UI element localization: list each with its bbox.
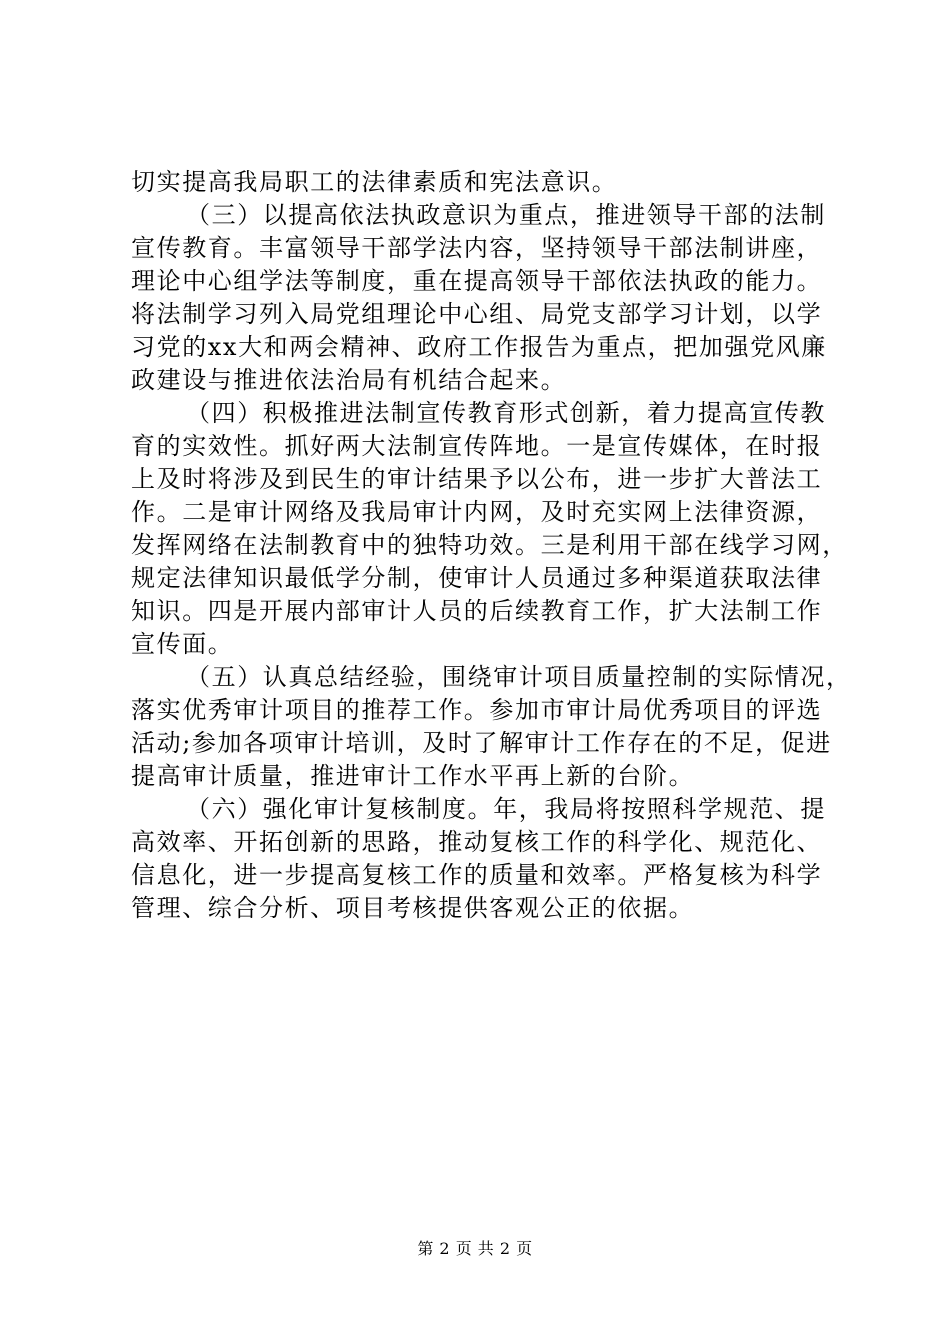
paragraph-line: 发挥网络在法制教育中的独特功效。三是利用干部在线学习网， bbox=[131, 531, 848, 559]
paragraph-line: 活动;参加各项审计培训，及时了解审计工作存在的不足，促进 bbox=[131, 729, 832, 757]
paragraph-line: （四）积极推进法制宣传教育形式创新，着力提高宣传教 bbox=[186, 399, 826, 427]
paragraph-line: 宣传教育。丰富领导干部学法内容，坚持领导干部法制讲座， bbox=[131, 234, 823, 262]
paragraph-line: 习党的xx大和两会精神、政府工作报告为重点，把加强党风廉 bbox=[131, 333, 827, 361]
paragraph-line: 落实优秀审计项目的推荐工作。参加市审计局优秀项目的评选 bbox=[131, 696, 823, 724]
paragraph-line: 知识。四是开展内部审计人员的后续教育工作，扩大法制工作 bbox=[131, 597, 823, 625]
paragraph-line: 政建设与推进依法治局有机结合起来。 bbox=[131, 366, 567, 394]
paragraph-line: 高效率、开拓创新的思路，推动复核工作的科学化、规范化、 bbox=[131, 828, 823, 856]
page-number-footer: 第 2 页 共 2 页 bbox=[417, 1239, 533, 1258]
paragraph-line: （六）强化审计复核制度。年，我局将按照科学规范、提 bbox=[186, 795, 826, 823]
paragraph-line: 提高审计质量，推进审计工作水平再上新的台阶。 bbox=[131, 762, 695, 790]
paragraph-line: 宣传面。 bbox=[131, 630, 234, 658]
paragraph-line: 理论中心组学法等制度，重在提高领导干部依法执政的能力。 bbox=[131, 267, 823, 295]
paragraph-line: 作。二是审计网络及我局审计内网，及时充实网上法律资源， bbox=[131, 498, 823, 526]
paragraph-line: 规定法律知识最低学分制，使审计人员通过多种渠道获取法律 bbox=[131, 564, 823, 592]
paragraph-line: 上及时将涉及到民生的审计结果予以公布，进一步扩大普法工 bbox=[131, 465, 823, 493]
document-body bbox=[131, 166, 852, 925]
paragraph-line: （五）认真总结经验，围绕审计项目质量控制的实际情况， bbox=[186, 663, 852, 691]
paragraph-line: 育的实效性。抓好两大法制宣传阵地。一是宣传媒体，在时报 bbox=[131, 432, 823, 460]
paragraph-line: 切实提高我局职工的法律素质和宪法意识。 bbox=[131, 168, 618, 196]
paragraph-line: 信息化，进一步提高复核工作的质量和效率。严格复核为科学 bbox=[131, 861, 823, 889]
paragraph-line: （三）以提高依法执政意识为重点，推进领导干部的法制 bbox=[186, 201, 826, 229]
paragraph-line: 将法制学习列入局党组理论中心组、局党支部学习计划，以学 bbox=[131, 300, 823, 328]
paragraph-line: 管理、综合分析、项目考核提供客观公正的依据。 bbox=[131, 894, 695, 922]
